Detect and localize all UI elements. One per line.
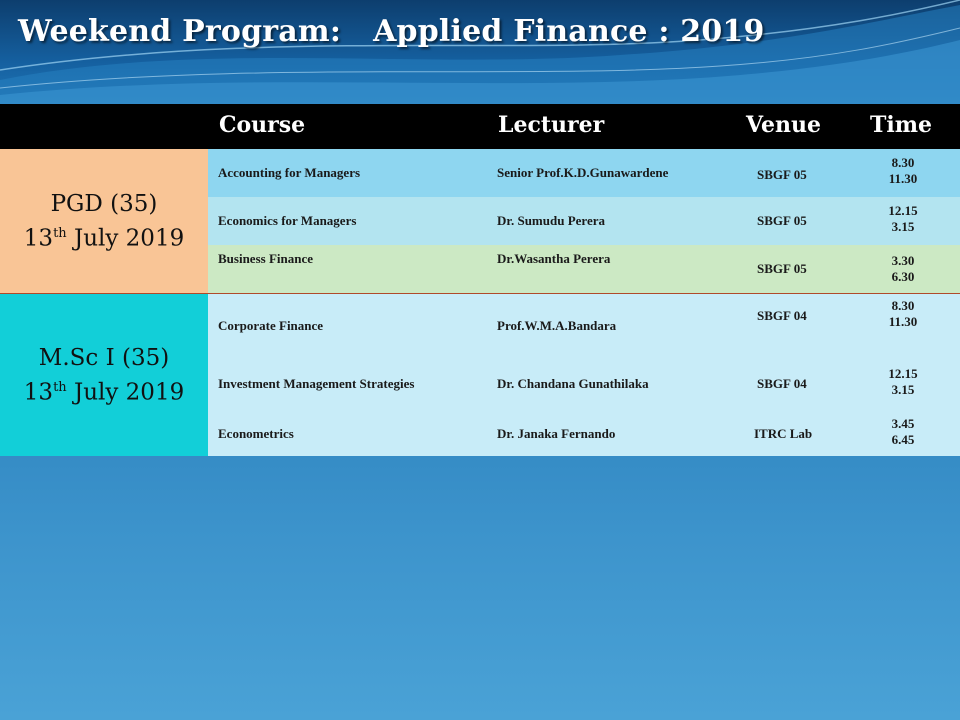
time-cell: 12.15 3.15 [888, 203, 918, 234]
lecturer-cell: Dr. Sumudu Perera [497, 213, 605, 228]
table-row [208, 149, 960, 197]
course-cell: Business Finance [218, 251, 313, 266]
header-time: Time [870, 112, 933, 138]
venue-cell: SBGF 04 [757, 376, 807, 391]
course-cell: Economics for Managers [218, 213, 357, 228]
page-title: Weekend Program: Applied Finance : 2019 [18, 14, 765, 49]
group-name: M.Sc I (35) [38, 344, 170, 371]
table-row [208, 410, 960, 456]
lecturer-cell: Dr.Wasantha Perera [497, 251, 611, 266]
group-date: 13th July 2019 [23, 225, 185, 252]
lecturer-cell: Dr. Janaka Fernando [497, 426, 616, 441]
table-row [208, 197, 960, 245]
header-lecturer: Lecturer [498, 112, 605, 138]
course-cell: Investment Management Strategies [218, 376, 415, 391]
venue-cell: SBGF 04 [757, 308, 807, 323]
table-row [208, 245, 960, 293]
title-banner [0, 0, 960, 104]
venue-cell: SBGF 05 [757, 167, 807, 182]
course-cell: Corporate Finance [218, 318, 324, 333]
lecturer-cell: Dr. Chandana Gunathilaka [497, 376, 649, 391]
lecturer-cell: Prof.W.M.A.Bandara [497, 318, 617, 333]
time-cell: 3.30 6.30 [891, 253, 915, 284]
group-date: 13th July 2019 [23, 379, 185, 406]
course-cell: Econometrics [218, 426, 294, 441]
table-row [208, 356, 960, 410]
time-cell: 12.15 3.15 [888, 366, 918, 397]
time-cell: 3.45 6.45 [891, 416, 915, 447]
table-header [0, 104, 960, 149]
venue-cell: SBGF 05 [757, 213, 807, 228]
venue-cell: SBGF 05 [757, 261, 807, 276]
group-name: PGD (35) [50, 190, 158, 217]
time-cell: 8.30 11.30 [888, 155, 918, 186]
header-venue: Venue [746, 112, 822, 138]
header-course: Course [219, 112, 306, 138]
course-cell: Accounting for Managers [218, 165, 361, 180]
venue-cell: ITRC Lab [754, 426, 813, 441]
lecturer-cell: Senior Prof.K.D.Gunawardene [497, 165, 669, 180]
group-pgd [0, 149, 208, 293]
time-cell: 8.30 11.30 [888, 298, 918, 329]
group-msc [0, 294, 208, 456]
table-row [208, 294, 960, 356]
